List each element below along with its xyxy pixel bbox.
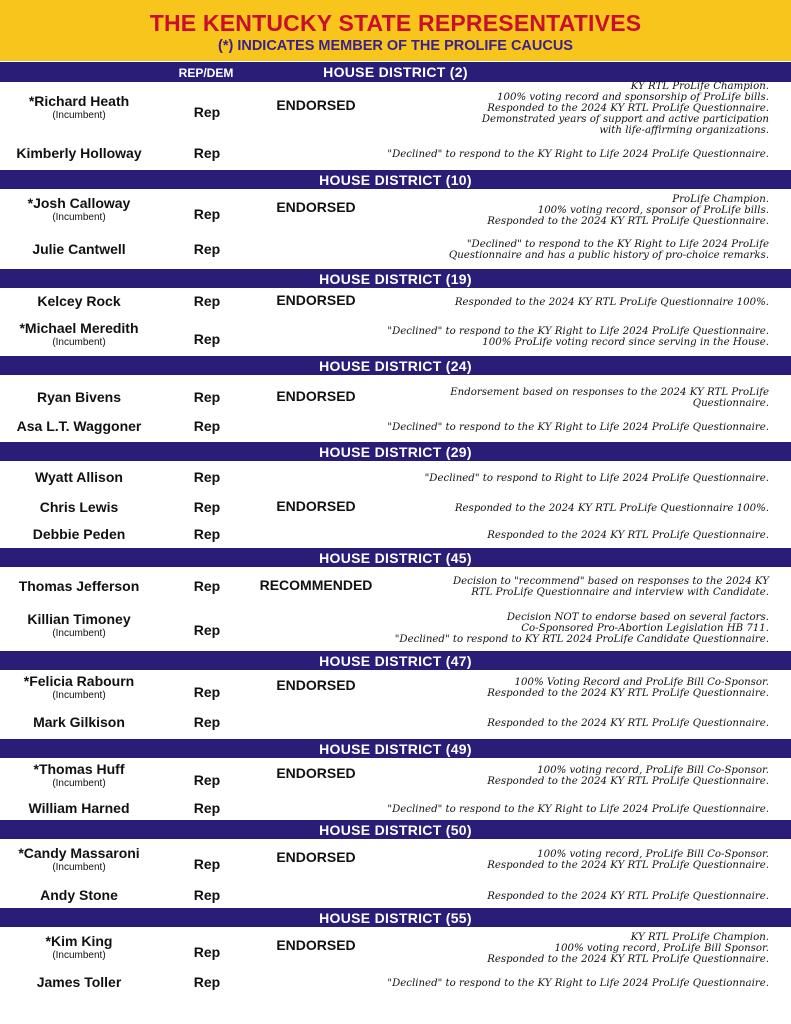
party-label: Rep [193,974,221,990]
candidate-name-text: William Harned [28,800,130,816]
district-title: HOUSE DISTRICT (45) [319,550,472,566]
candidate-name-text: *Candy Massaroni [18,845,140,861]
note-line: Responded to the 2024 KY RTL ProLife Questionnaire. [487,688,769,699]
note-line: "Declined" to respond to the KY Right to Life 2024 ProLife Questionnaire. [387,803,769,815]
note-line: Endorsement based on responses to the 2024 KY RTL ProLife [450,387,769,398]
note-line: 100% voting record, sponsor of ProLife bills. [537,204,769,216]
endorsement-status: ENDORSED [276,199,356,215]
candidate-name-text: Chris Lewis [39,499,119,515]
party-label: Rep [193,206,221,222]
incumbent-label: (Incumbent) [52,337,106,348]
party-label: Rep [193,469,221,485]
candidate-name-text: *Kim King [45,933,113,949]
party-label: Rep [193,856,221,872]
note-line: Responded to the 2024 KY RTL ProLife Questionnaire 100%. [454,296,769,308]
endorsement-status: ENDORSED [276,292,356,308]
candidate-note [455,297,769,308]
candidate-note [395,612,769,645]
note-line: Responded to the 2024 KY RTL ProLife Questionnaire. [487,529,769,541]
party-label: Rep [193,944,221,960]
incumbent-label: (Incumbent) [52,690,106,701]
party-label: Rep [193,526,221,542]
candidate-name-text: Debbie Peden [32,526,126,542]
note-line: Responded to the 2024 KY RTL ProLife Questionnaire 100%. [454,502,769,514]
candidate-name [0,93,158,121]
note-line: Responded to the 2024 KY RTL ProLife Questionnaire. [487,717,769,729]
note-line: RTL ProLife Questionnaire and interview with Candidate. [471,587,769,598]
note-line: "Declined" to respond to the KY Right to Life 2024 ProLife Questionnaire. [387,421,769,433]
candidate-name [0,887,158,903]
note-line: "Declined" to respond to the KY Right to Life 2024 ProLife Questionnaire. [387,148,769,160]
incumbent-label: (Incumbent) [52,950,106,961]
candidate-name-text: Thomas Jefferson [18,578,140,594]
party-label: Rep [193,389,221,405]
candidate-name-text: Andy Stone [40,887,118,903]
incumbent-label: (Incumbent) [52,862,106,873]
district-title: HOUSE DISTRICT (29) [319,444,472,460]
candidate-note [387,149,769,160]
note-line: 100% voting record and sponsorship of ProLife bills. [497,91,769,103]
note-line: Responded to the 2024 KY RTL ProLife Questionnaire. [487,890,769,902]
candidate-name [0,241,158,257]
candidate-name [0,974,158,990]
incumbent-label: (Incumbent) [52,628,106,639]
note-line: Responded to the 2024 KY RTL ProLife Questionnaire. [487,215,769,227]
note-line: KY RTL ProLife Champion. [630,931,769,943]
party-label: Rep [193,714,221,730]
party-label: Rep [193,684,221,700]
note-line: Responded to the 2024 KY RTL ProLife Questionnaire. [487,776,769,787]
candidate-name-text: Ryan Bivens [36,389,122,405]
candidate-row [0,953,791,1013]
party-label: Rep [193,293,221,309]
candidate-name [0,526,158,542]
candidate-name [0,320,158,348]
candidate-name-text: Asa L.T. Waggoner [16,418,142,434]
candidate-name-text: Wyatt Allison [35,469,123,485]
candidate-note [449,239,769,261]
endorsement-status: ENDORSED [276,937,356,953]
candidate-name-text: Julie Cantwell [32,241,126,257]
party-label: Rep [193,772,221,788]
column-header-party: REP/DEM [178,66,234,80]
candidate-name-text: *Thomas Huff [33,761,125,777]
candidate-note [487,530,769,541]
candidate-name-text: Kelcey Rock [37,293,121,309]
note-line: Decision NOT to endorse based on several factors. [506,611,769,623]
party-label: Rep [193,241,221,257]
note-line: Co-Sponsored Pro-Abortion Legislation HB 711. [521,622,769,634]
note-line: "Declined" to respond to Right to Life 2024 ProLife Questionnaire. [424,472,769,484]
district-title: HOUSE DISTRICT (55) [319,910,472,926]
note-line: Demonstrated years of support and active participation [481,113,769,125]
candidate-name [0,578,158,594]
note-line: 100% voting record, ProLife Bill Co-Sponsor. [537,765,769,776]
party-label: Rep [193,331,221,347]
candidate-note [387,804,769,815]
party-label: Rep [193,418,221,434]
party-label: Rep [193,104,221,120]
note-line: 100% voting record, ProLife Bill Sponsor. [554,942,769,954]
district-title: HOUSE DISTRICT (19) [319,271,472,287]
district-title: HOUSE DISTRICT (47) [319,653,472,669]
endorsement-status: ENDORSED [276,498,356,514]
district-title: HOUSE DISTRICT (50) [319,822,472,838]
note-line: Responded to the 2024 KY RTL ProLife Questionnaire. [487,102,769,114]
page-header [0,0,791,61]
district-title: HOUSE DISTRICT (2) [323,64,468,80]
note-line: KY RTL ProLife Champion. [630,80,769,92]
candidate-name-text: Kimberly Holloway [16,145,142,161]
district-title: HOUSE DISTRICT (10) [319,172,472,188]
candidate-name-text: *Michael Meredith [19,320,139,336]
candidate-name-text: *Richard Heath [28,93,130,109]
note-line: 100% voting record, ProLife Bill Co-Sponsor. [537,849,769,860]
candidate-name [0,714,158,730]
party-label: Rep [193,145,221,161]
candidate-row [0,598,791,658]
note-line: "Declined" to respond to the KY Right to Life 2024 ProLife Questionnaire. [387,977,769,989]
note-line: Questionnaire and has a public history of pro-choice remarks. [448,250,769,261]
incumbent-label: (Incumbent) [52,778,106,789]
candidate-name [0,195,158,223]
candidate-note [487,891,769,902]
page-title: THE KENTUCKY STATE REPRESENTATIVES [149,10,642,36]
endorsement-status: ENDORSED [276,677,356,693]
note-line: 100% Voting Record and ProLife Bill Co-Sponsor. [514,677,769,688]
candidate-name [0,145,158,161]
candidate-note [387,422,769,433]
endorsement-status: ENDORSED [276,765,356,781]
party-label: Rep [193,887,221,903]
party-label: Rep [193,499,221,515]
note-line: "Declined" to respond to the KY Right to Life 2024 ProLife [466,239,769,250]
candidate-note [387,978,769,989]
incumbent-label: (Incumbent) [52,212,106,223]
party-label: Rep [193,800,221,816]
candidate-note [387,326,769,348]
district-title: HOUSE DISTRICT (24) [319,358,472,374]
page-subtitle: (*) INDICATES MEMBER OF THE PROLIFE CAUCUS [218,38,573,54]
candidate-note [487,718,769,729]
party-label: Rep [193,578,221,594]
candidate-name [0,418,158,434]
endorsement-status: ENDORSED [276,849,356,865]
candidate-note [453,576,769,598]
note-line: Responded to the 2024 KY RTL ProLife Questionnaire. [487,953,769,965]
note-line: "Declined" to respond to the KY Right to Life 2024 ProLife Questionnaire. [387,326,769,337]
candidate-name-text: James Toller [36,974,122,990]
district-header [0,62,791,82]
note-line: 100% ProLife voting record since serving in the House. [482,337,769,348]
endorsement-status: ENDORSED [276,388,356,404]
candidate-name-text: Killian Timoney [27,611,131,627]
candidate-name-text: *Josh Calloway [27,195,131,211]
incumbent-label: (Incumbent) [52,110,106,121]
note-line: Decision to "recommend" based on responses to the 2024 KY [452,576,769,587]
district-title: HOUSE DISTRICT (49) [319,741,472,757]
party-label: Rep [193,622,221,638]
note-line: Responded to the 2024 KY RTL ProLife Questionnaire. [487,860,769,871]
note-line: with life-affirming organizations. [599,124,769,136]
candidate-name-text: *Felicia Rabourn [23,673,135,689]
note-line: "Declined" to respond to KY RTL 2024 ProLife Candidate Questionnaire. [394,633,769,645]
candidate-name [0,611,158,639]
candidate-name-text: Mark Gilkison [33,714,125,730]
note-line: ProLife Champion. [672,193,769,205]
candidate-name [0,800,158,816]
endorsement-status: RECOMMENDED [259,577,373,593]
endorsement-status: ENDORSED [276,97,356,113]
note-line: Questionnaire. [692,398,769,409]
